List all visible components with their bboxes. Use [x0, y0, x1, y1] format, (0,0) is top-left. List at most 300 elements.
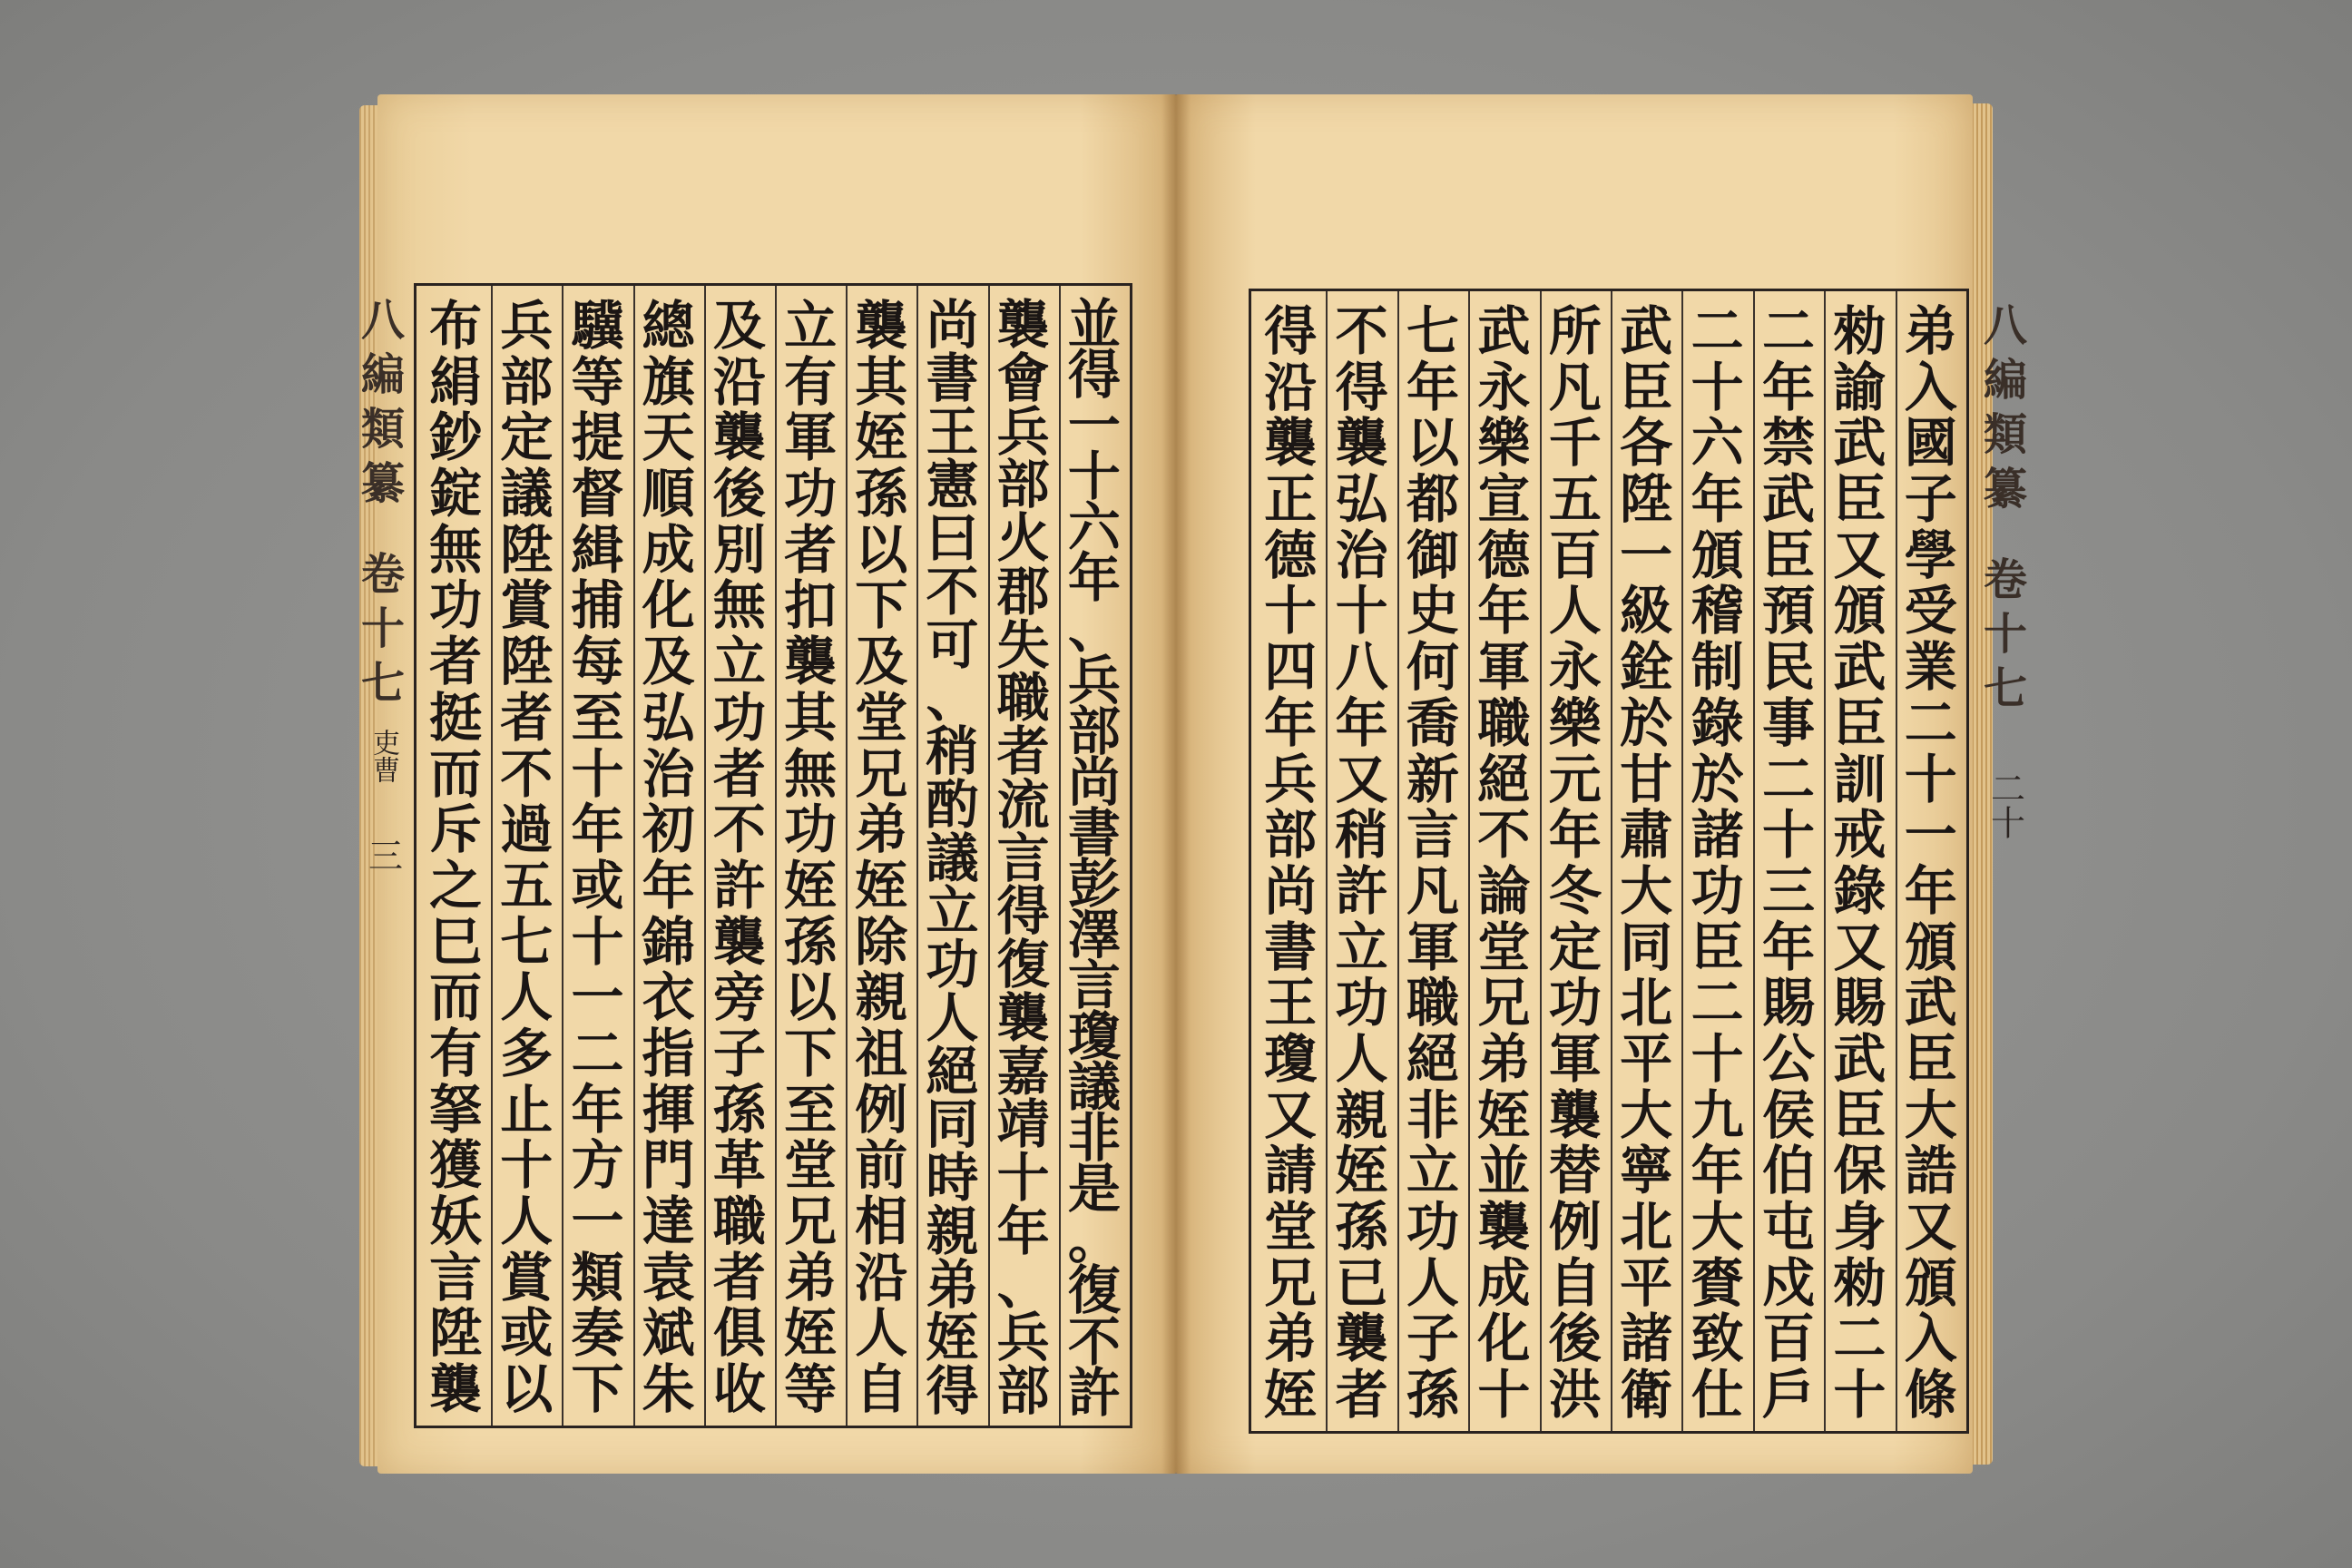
text-char: 十	[1690, 1027, 1744, 1090]
text-char: 受	[1904, 580, 1957, 642]
column-rule	[1468, 291, 1470, 1431]
text-char: 八	[1335, 636, 1388, 699]
column-rule	[1540, 291, 1542, 1431]
text-char: 人	[1335, 1027, 1388, 1090]
text-char: 襲	[1264, 412, 1318, 475]
margin-spacer	[1975, 516, 2035, 553]
text-char: 賞	[500, 574, 554, 637]
margin-section-label: 吏曹	[368, 729, 399, 783]
text-char: 致	[1690, 1308, 1744, 1370]
text-char: 有	[429, 1022, 483, 1084]
text-char: 大	[1620, 859, 1673, 922]
left-column	[1064, 293, 1124, 1424]
text-char: 部	[1264, 804, 1318, 867]
text-char: 得	[1335, 356, 1388, 418]
text-char: 新	[1406, 748, 1459, 810]
text-char: 一	[1067, 395, 1121, 457]
text-char: 冬	[1548, 859, 1602, 922]
text-char: 尚	[1264, 859, 1318, 922]
text-char: 十	[1761, 804, 1815, 867]
margin-title-char: 纂	[360, 458, 405, 509]
text-char: 言	[429, 1246, 483, 1308]
text-char: 化	[1477, 1308, 1531, 1370]
text-char: 俱	[712, 1302, 766, 1365]
text-char: 功	[784, 799, 838, 861]
text-char: 凡	[1406, 859, 1459, 922]
text-char: 十	[1477, 1364, 1531, 1426]
text-char: 職	[712, 1191, 766, 1252]
text-char: 五	[500, 854, 554, 916]
text-char: 鈔	[429, 407, 483, 469]
text-char: 兵	[500, 295, 554, 357]
text-char: 屯	[1761, 1196, 1815, 1258]
text-char: 武	[1833, 412, 1886, 475]
text-char: 學	[1904, 524, 1957, 586]
text-char: 兵	[1067, 649, 1121, 711]
text-char: 姪	[1264, 1364, 1318, 1426]
text-char: 賞	[500, 1246, 554, 1308]
margin-volume-char: 七	[1983, 663, 2027, 714]
text-char: 事	[1761, 691, 1815, 754]
text-char: 永	[1548, 636, 1602, 699]
text-char: 許	[1335, 859, 1388, 922]
text-char: 臣	[1904, 1027, 1957, 1090]
text-char: 七	[500, 910, 554, 973]
text-char: 武	[1833, 1027, 1886, 1090]
text-char: 衛	[1620, 1364, 1673, 1426]
text-char: 武	[1904, 972, 1957, 1034]
text-char: 流	[996, 773, 1050, 836]
text-char: 復	[1067, 1259, 1121, 1322]
text-char: 稍	[1335, 804, 1388, 867]
text-char: 百	[1761, 1308, 1815, 1370]
text-char: 部	[996, 454, 1050, 516]
text-char: 年	[1761, 356, 1815, 418]
text-char: 揮	[642, 1078, 695, 1141]
text-char: 及	[712, 295, 766, 357]
text-char: 靖	[996, 1093, 1050, 1156]
text-char: 許	[1067, 1361, 1121, 1424]
text-char: 年	[1067, 547, 1121, 610]
text-char: 臣	[1833, 468, 1886, 531]
text-char: 至	[571, 686, 624, 749]
text-char: 人	[500, 966, 554, 1029]
text-char: 二	[1904, 691, 1957, 754]
text-char: 尚	[1067, 750, 1121, 813]
text-char: 可	[926, 613, 979, 676]
text-char: 指	[642, 1022, 695, 1084]
column-rule	[562, 286, 564, 1426]
margin-title-char: 類	[360, 404, 405, 455]
text-char: 國	[1904, 412, 1957, 475]
text-char: 十	[1335, 580, 1388, 642]
text-char: 禁	[1761, 412, 1815, 475]
text-char: 十	[1833, 1364, 1886, 1426]
margin-spacer	[353, 511, 413, 547]
text-char: 其	[855, 350, 908, 413]
text-char: 相	[855, 1191, 908, 1252]
text-char: 堂	[784, 1134, 838, 1197]
text-char: 尚	[926, 294, 979, 356]
text-char: 方	[571, 1134, 624, 1197]
text-char: 者	[996, 720, 1050, 782]
text-char: 何	[1406, 636, 1459, 699]
text-char: 妖	[429, 1191, 483, 1252]
text-char: 軍	[1406, 916, 1459, 978]
text-char: 都	[1406, 468, 1459, 531]
text-char: 總	[642, 295, 695, 357]
text-char: 類	[571, 1246, 624, 1308]
text-char: 火	[996, 507, 1050, 569]
text-char: 議	[500, 463, 554, 525]
text-char: 四	[1264, 636, 1318, 699]
text-char: 臣	[1761, 524, 1815, 586]
text-char: 年	[642, 854, 695, 916]
text-char: 兄	[784, 1191, 838, 1252]
text-char: 錄	[1833, 859, 1886, 922]
left-column	[496, 295, 556, 1421]
text-char: 部	[996, 1360, 1050, 1422]
text-char: 武	[1833, 636, 1886, 699]
text-char: 姪	[1335, 1140, 1388, 1202]
text-char: 姪	[855, 407, 908, 469]
margin-volume-char: 卷	[360, 549, 405, 600]
text-char: 立	[1335, 916, 1388, 978]
text-char: 別	[712, 518, 766, 581]
text-char: 七	[1406, 300, 1459, 362]
text-char: 子	[1904, 468, 1957, 531]
text-char: 堂	[1477, 916, 1531, 978]
right-column	[1829, 300, 1889, 1426]
margin-volume-char: 七	[360, 658, 405, 709]
text-char: 姪	[855, 854, 908, 916]
text-char: 者	[712, 1246, 766, 1308]
margin-volume-char: 卷	[1983, 554, 2027, 605]
text-char: 年	[996, 1200, 1050, 1262]
text-char: 絕	[1477, 748, 1531, 810]
text-char: 孫	[712, 1078, 766, 1141]
text-char: 有	[784, 350, 838, 413]
text-char: 布	[429, 295, 483, 357]
column-rule	[846, 286, 848, 1426]
left-page	[360, 94, 1176, 1474]
text-char: 化	[642, 574, 695, 637]
text-char: 襲	[784, 631, 838, 693]
column-rule	[1059, 286, 1061, 1426]
text-char: 孫	[784, 910, 838, 973]
text-char: 大	[1690, 1196, 1744, 1258]
margin-volume-char: 十	[360, 603, 405, 654]
text-char: 書	[926, 347, 979, 409]
text-char: 瓊	[1264, 1027, 1318, 1090]
text-char: 非	[1067, 1107, 1121, 1170]
text-char: 許	[712, 854, 766, 916]
right-column	[1403, 300, 1463, 1426]
text-char: 功	[784, 463, 838, 525]
text-char: 緝	[571, 518, 624, 581]
text-char: 止	[500, 1078, 554, 1141]
margin-volume-char: 十	[1983, 609, 2027, 660]
text-char: 不	[1067, 1310, 1121, 1373]
text-char: 絕	[1406, 1027, 1459, 1090]
text-char: 下	[855, 574, 908, 637]
text-char: 大	[1620, 1083, 1673, 1146]
text-char: 人	[926, 986, 979, 1049]
margin-title-char: 八	[360, 295, 405, 346]
text-char: 例	[855, 1078, 908, 1141]
text-char: 正	[1264, 468, 1318, 531]
text-char: 人	[1406, 1251, 1459, 1314]
text-char: 二	[1690, 300, 1744, 362]
text-char: 賜	[1833, 972, 1886, 1034]
column-rule	[775, 286, 777, 1426]
text-char: 並	[1477, 1140, 1531, 1202]
text-char: 襲	[712, 407, 766, 469]
text-char: 兵	[1264, 748, 1318, 810]
text-char: 其	[784, 686, 838, 749]
text-char: 誥	[1904, 1140, 1957, 1202]
text-char: 同	[926, 1093, 979, 1156]
text-char: 功	[1406, 1196, 1459, 1258]
text-char: 不	[926, 560, 979, 622]
text-char: 弟	[1904, 300, 1957, 362]
text-char: 獲	[429, 1134, 483, 1197]
text-char: 孫	[855, 463, 908, 525]
text-char: 入	[1904, 356, 1957, 418]
text-char: 弟	[926, 1253, 979, 1316]
text-char: 喬	[1406, 691, 1459, 754]
text-char: 順	[642, 463, 695, 525]
text-char: 澤	[1067, 903, 1121, 965]
text-char: 條	[1904, 1364, 1957, 1426]
text-char: 各	[1620, 412, 1673, 475]
right-column	[1901, 300, 1961, 1426]
text-char: 下	[784, 1022, 838, 1084]
text-char: 不	[1477, 804, 1531, 867]
text-char: 奏	[571, 1302, 624, 1365]
column-rule	[1681, 291, 1683, 1431]
text-char: 無	[429, 518, 483, 581]
text-char: 立	[1406, 1140, 1459, 1202]
text-char: 二	[1761, 300, 1815, 362]
text-char: 下	[571, 1358, 624, 1421]
text-char: 於	[1620, 691, 1673, 754]
text-char: 彭	[1067, 852, 1121, 915]
text-char: 扣	[784, 574, 838, 637]
text-char: 平	[1620, 1251, 1673, 1314]
text-char: 北	[1620, 972, 1673, 1034]
text-char: 子	[712, 1022, 766, 1084]
text-char: 人	[500, 1191, 554, 1252]
text-char: 定	[500, 407, 554, 469]
text-char: 言	[996, 827, 1050, 889]
text-char: 書	[1264, 916, 1318, 978]
right-column	[1616, 300, 1676, 1426]
left-column	[994, 294, 1054, 1422]
text-char: 立	[784, 295, 838, 357]
column-rule	[988, 286, 990, 1426]
text-char: 得	[996, 880, 1050, 943]
column-rule	[491, 286, 493, 1426]
text-char: 賜	[1761, 972, 1815, 1034]
text-char: 戍	[1761, 1251, 1815, 1314]
text-char: 元	[1548, 748, 1602, 810]
text-char: 職	[996, 667, 1050, 730]
text-char: 部	[500, 350, 554, 413]
text-char: 三	[1761, 859, 1815, 922]
text-char: 德	[1264, 524, 1318, 586]
text-char: 襲	[996, 986, 1050, 1049]
text-char: 自	[855, 1358, 908, 1421]
text-char: 初	[642, 799, 695, 861]
text-char: 陞	[1620, 468, 1673, 531]
text-char: 堂	[1264, 1196, 1318, 1258]
text-char: 者	[784, 518, 838, 581]
text-char: 堂	[855, 686, 908, 749]
text-char: 成	[1477, 1251, 1531, 1314]
text-char: 陞	[429, 1302, 483, 1365]
left-column	[780, 295, 840, 1421]
text-char: 失	[996, 613, 1050, 676]
text-char: 弘	[642, 686, 695, 749]
left-column	[568, 295, 628, 1421]
text-char: 功	[429, 574, 483, 637]
text-char: 弟	[1264, 1308, 1318, 1370]
text-char: 以	[784, 966, 838, 1029]
text-char: 又	[1833, 916, 1886, 978]
text-char: 一	[571, 1191, 624, 1252]
text-char: 不	[500, 742, 554, 805]
text-char: 替	[1548, 1140, 1602, 1202]
text-char: 勑	[1833, 300, 1886, 362]
text-char: 軍	[1477, 636, 1531, 699]
text-char: 十	[996, 1147, 1050, 1209]
text-char: 又	[1264, 1083, 1318, 1146]
text-char: 親	[855, 966, 908, 1029]
text-char: 襲	[1477, 1196, 1531, 1258]
text-char: 等	[784, 1358, 838, 1421]
text-char: 武	[1477, 300, 1531, 362]
text-char: 功	[1548, 972, 1602, 1034]
text-char: 九	[1690, 1083, 1744, 1146]
text-char: 親	[1335, 1083, 1388, 1146]
text-char: 二	[1833, 1308, 1886, 1370]
text-char: 祖	[855, 1022, 908, 1084]
text-char: 自	[1548, 1251, 1602, 1314]
text-char: 史	[1406, 580, 1459, 642]
text-char: 侯	[1761, 1083, 1815, 1146]
text-char: 言	[1067, 955, 1121, 1017]
text-char: 沿	[712, 350, 766, 413]
text-char: 得	[1067, 344, 1121, 407]
text-char: 臣	[1690, 916, 1744, 978]
text-char: 襲	[429, 1358, 483, 1421]
text-char: 弟	[1477, 1027, 1531, 1090]
text-char: 十	[500, 1134, 554, 1197]
text-char: 年	[1761, 916, 1815, 978]
text-char: 姪	[784, 1302, 838, 1365]
text-char: 巳	[429, 910, 483, 973]
column-rule	[1397, 291, 1399, 1431]
text-char: 無	[784, 742, 838, 805]
left-text-frame	[360, 283, 1132, 1428]
text-char: 部	[1067, 700, 1121, 762]
text-char: 兄	[1477, 972, 1531, 1034]
margin-title-char: 纂	[1983, 464, 2027, 514]
text-char: 職	[1406, 972, 1459, 1034]
text-char: 論	[1477, 859, 1531, 922]
text-char: 入	[1904, 1308, 1957, 1370]
column-rule	[1896, 291, 1897, 1431]
text-char: 臣	[1833, 1083, 1886, 1146]
text-char: 又	[1833, 524, 1886, 586]
column-rule	[1753, 291, 1755, 1431]
text-char: 年	[571, 799, 624, 861]
text-char: 襲	[712, 910, 766, 973]
text-char: 功	[1335, 972, 1388, 1034]
text-char: 除	[855, 910, 908, 973]
text-char: 治	[642, 742, 695, 805]
text-char: 肅	[1620, 804, 1673, 867]
text-char: 是	[1067, 1158, 1121, 1220]
text-char: 治	[1335, 524, 1388, 586]
text-char: 保	[1833, 1140, 1886, 1202]
text-char: 不	[712, 799, 766, 861]
text-char: 六	[1067, 496, 1121, 559]
text-char: 臣	[1833, 691, 1886, 754]
text-char: 訓	[1833, 748, 1886, 810]
text-char: 復	[996, 934, 1050, 995]
text-char: 非	[1406, 1083, 1459, 1146]
text-char: 功	[1690, 859, 1744, 922]
text-char: 德	[1477, 524, 1531, 586]
text-char: 陞	[500, 631, 554, 693]
text-char: 甘	[1620, 748, 1673, 810]
text-char: 戒	[1833, 804, 1886, 867]
text-char: 又	[1904, 1196, 1957, 1258]
text-char: 而	[429, 966, 483, 1029]
left-column	[710, 295, 769, 1421]
text-char: 弟	[855, 799, 908, 861]
text-char: 衣	[642, 966, 695, 1029]
text-char: 業	[1904, 636, 1957, 699]
text-char: 、	[996, 1253, 1050, 1316]
text-char: 達	[642, 1191, 695, 1252]
margin-title-char: 八	[1983, 300, 2027, 351]
text-char: 孫	[1406, 1364, 1459, 1426]
text-char: 年	[571, 1078, 624, 1141]
column-rule	[916, 286, 918, 1426]
text-char: 一	[571, 966, 624, 1029]
text-char: 襲	[855, 295, 908, 357]
text-char: 寧	[1620, 1140, 1673, 1202]
text-char: 以	[855, 518, 908, 581]
page-number: 二十	[1984, 770, 2025, 839]
text-char: 立	[712, 631, 766, 693]
text-char: 成	[642, 518, 695, 581]
text-char: 子	[1406, 1308, 1459, 1370]
text-char: 軍	[784, 407, 838, 469]
text-char: 頒	[1904, 916, 1957, 978]
margin-title-char: 類	[1983, 409, 2027, 460]
text-char: 兵	[996, 400, 1050, 463]
text-char: 例	[1548, 1196, 1602, 1258]
text-char: 弘	[1335, 468, 1388, 531]
text-char: 人	[855, 1302, 908, 1365]
text-char: 定	[1548, 916, 1602, 978]
right-column	[1474, 300, 1534, 1426]
right-column	[1759, 300, 1818, 1426]
